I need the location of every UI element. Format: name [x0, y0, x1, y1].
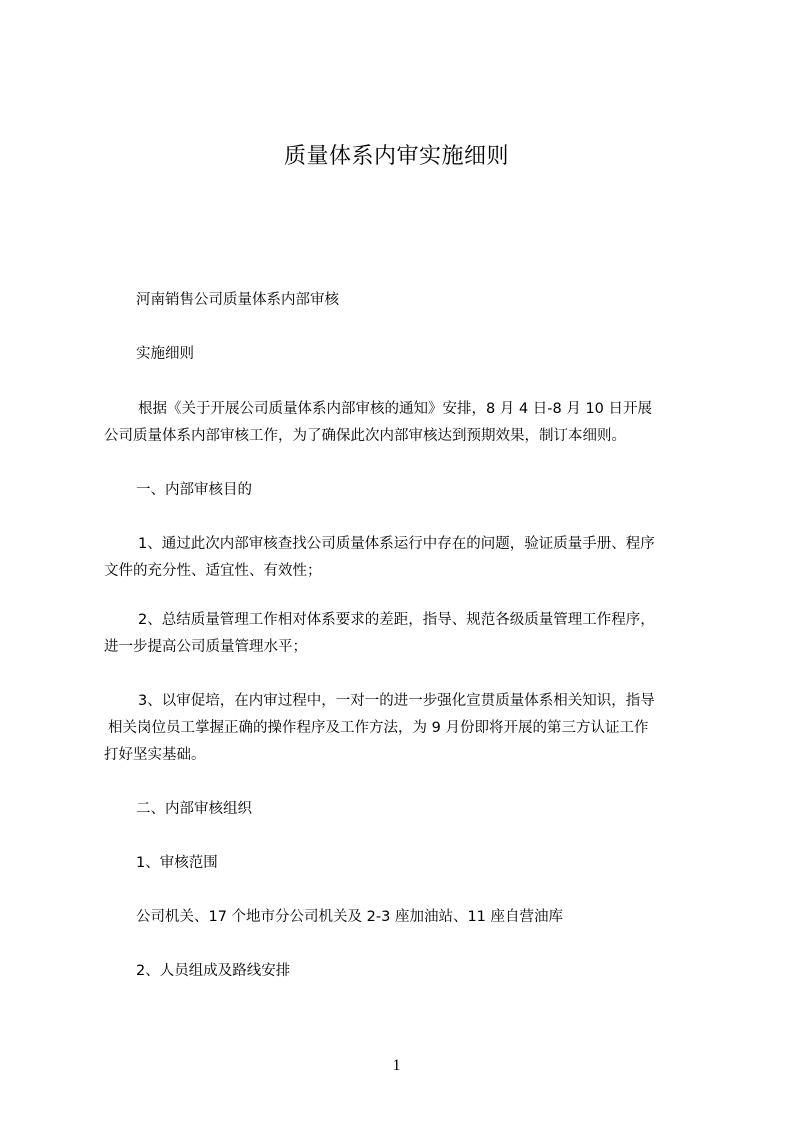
purpose-item-2-line-2: 进一步提高公司质量管理水平；: [104, 639, 307, 655]
subheading-scope: 1、审核范围: [136, 855, 218, 871]
purpose-item-3-line-2: 相关岗位员工掌握正确的操作程序及工作方法，为 9 月份即将开展的第三方认证工作: [108, 720, 649, 736]
subheading-personnel: 2、人员组成及路线安排: [136, 963, 291, 979]
purpose-item-2-line-1: 2、总结质量管理工作相对体系要求的差距，指导、规范各级质量管理工作程序，: [138, 612, 655, 628]
document-title: 质量体系内审实施细则: [283, 144, 509, 169]
purpose-item-3-line-3: 打好坚实基础。: [104, 747, 206, 763]
scope-text: 公司机关、17 个地市分公司机关及 2-3 座加油站、11 座自营油库: [136, 909, 564, 925]
purpose-item-1-line-1: 1、通过此次内部审核查找公司质量体系运行中存在的问题，验证质量手册、程序: [138, 536, 655, 552]
subtitle-rules: 实施细则: [136, 346, 194, 362]
section-heading-purpose: 一、内部审核目的: [136, 482, 252, 498]
section-heading-organization: 二、内部审核组织: [136, 801, 252, 817]
page-number: 1: [392, 1057, 401, 1074]
intro-line-1: 根据《关于开展公司质量体系内部审核的通知》安排，8 月 4 日-8 月 10 日开展: [138, 401, 653, 417]
subtitle-company: 河南销售公司质量体系内部审核: [136, 292, 339, 308]
purpose-item-1-line-2: 文件的充分性、适宜性、有效性；: [104, 563, 322, 579]
intro-line-2: 公司质量体系内部审核工作，为了确保此次内部审核达到预期效果，制订本细则。: [104, 428, 626, 444]
purpose-item-3-line-1: 3、以审促培，在内审过程中，一对一的进一步强化宣贯质量体系相关知识，指导: [138, 693, 655, 709]
